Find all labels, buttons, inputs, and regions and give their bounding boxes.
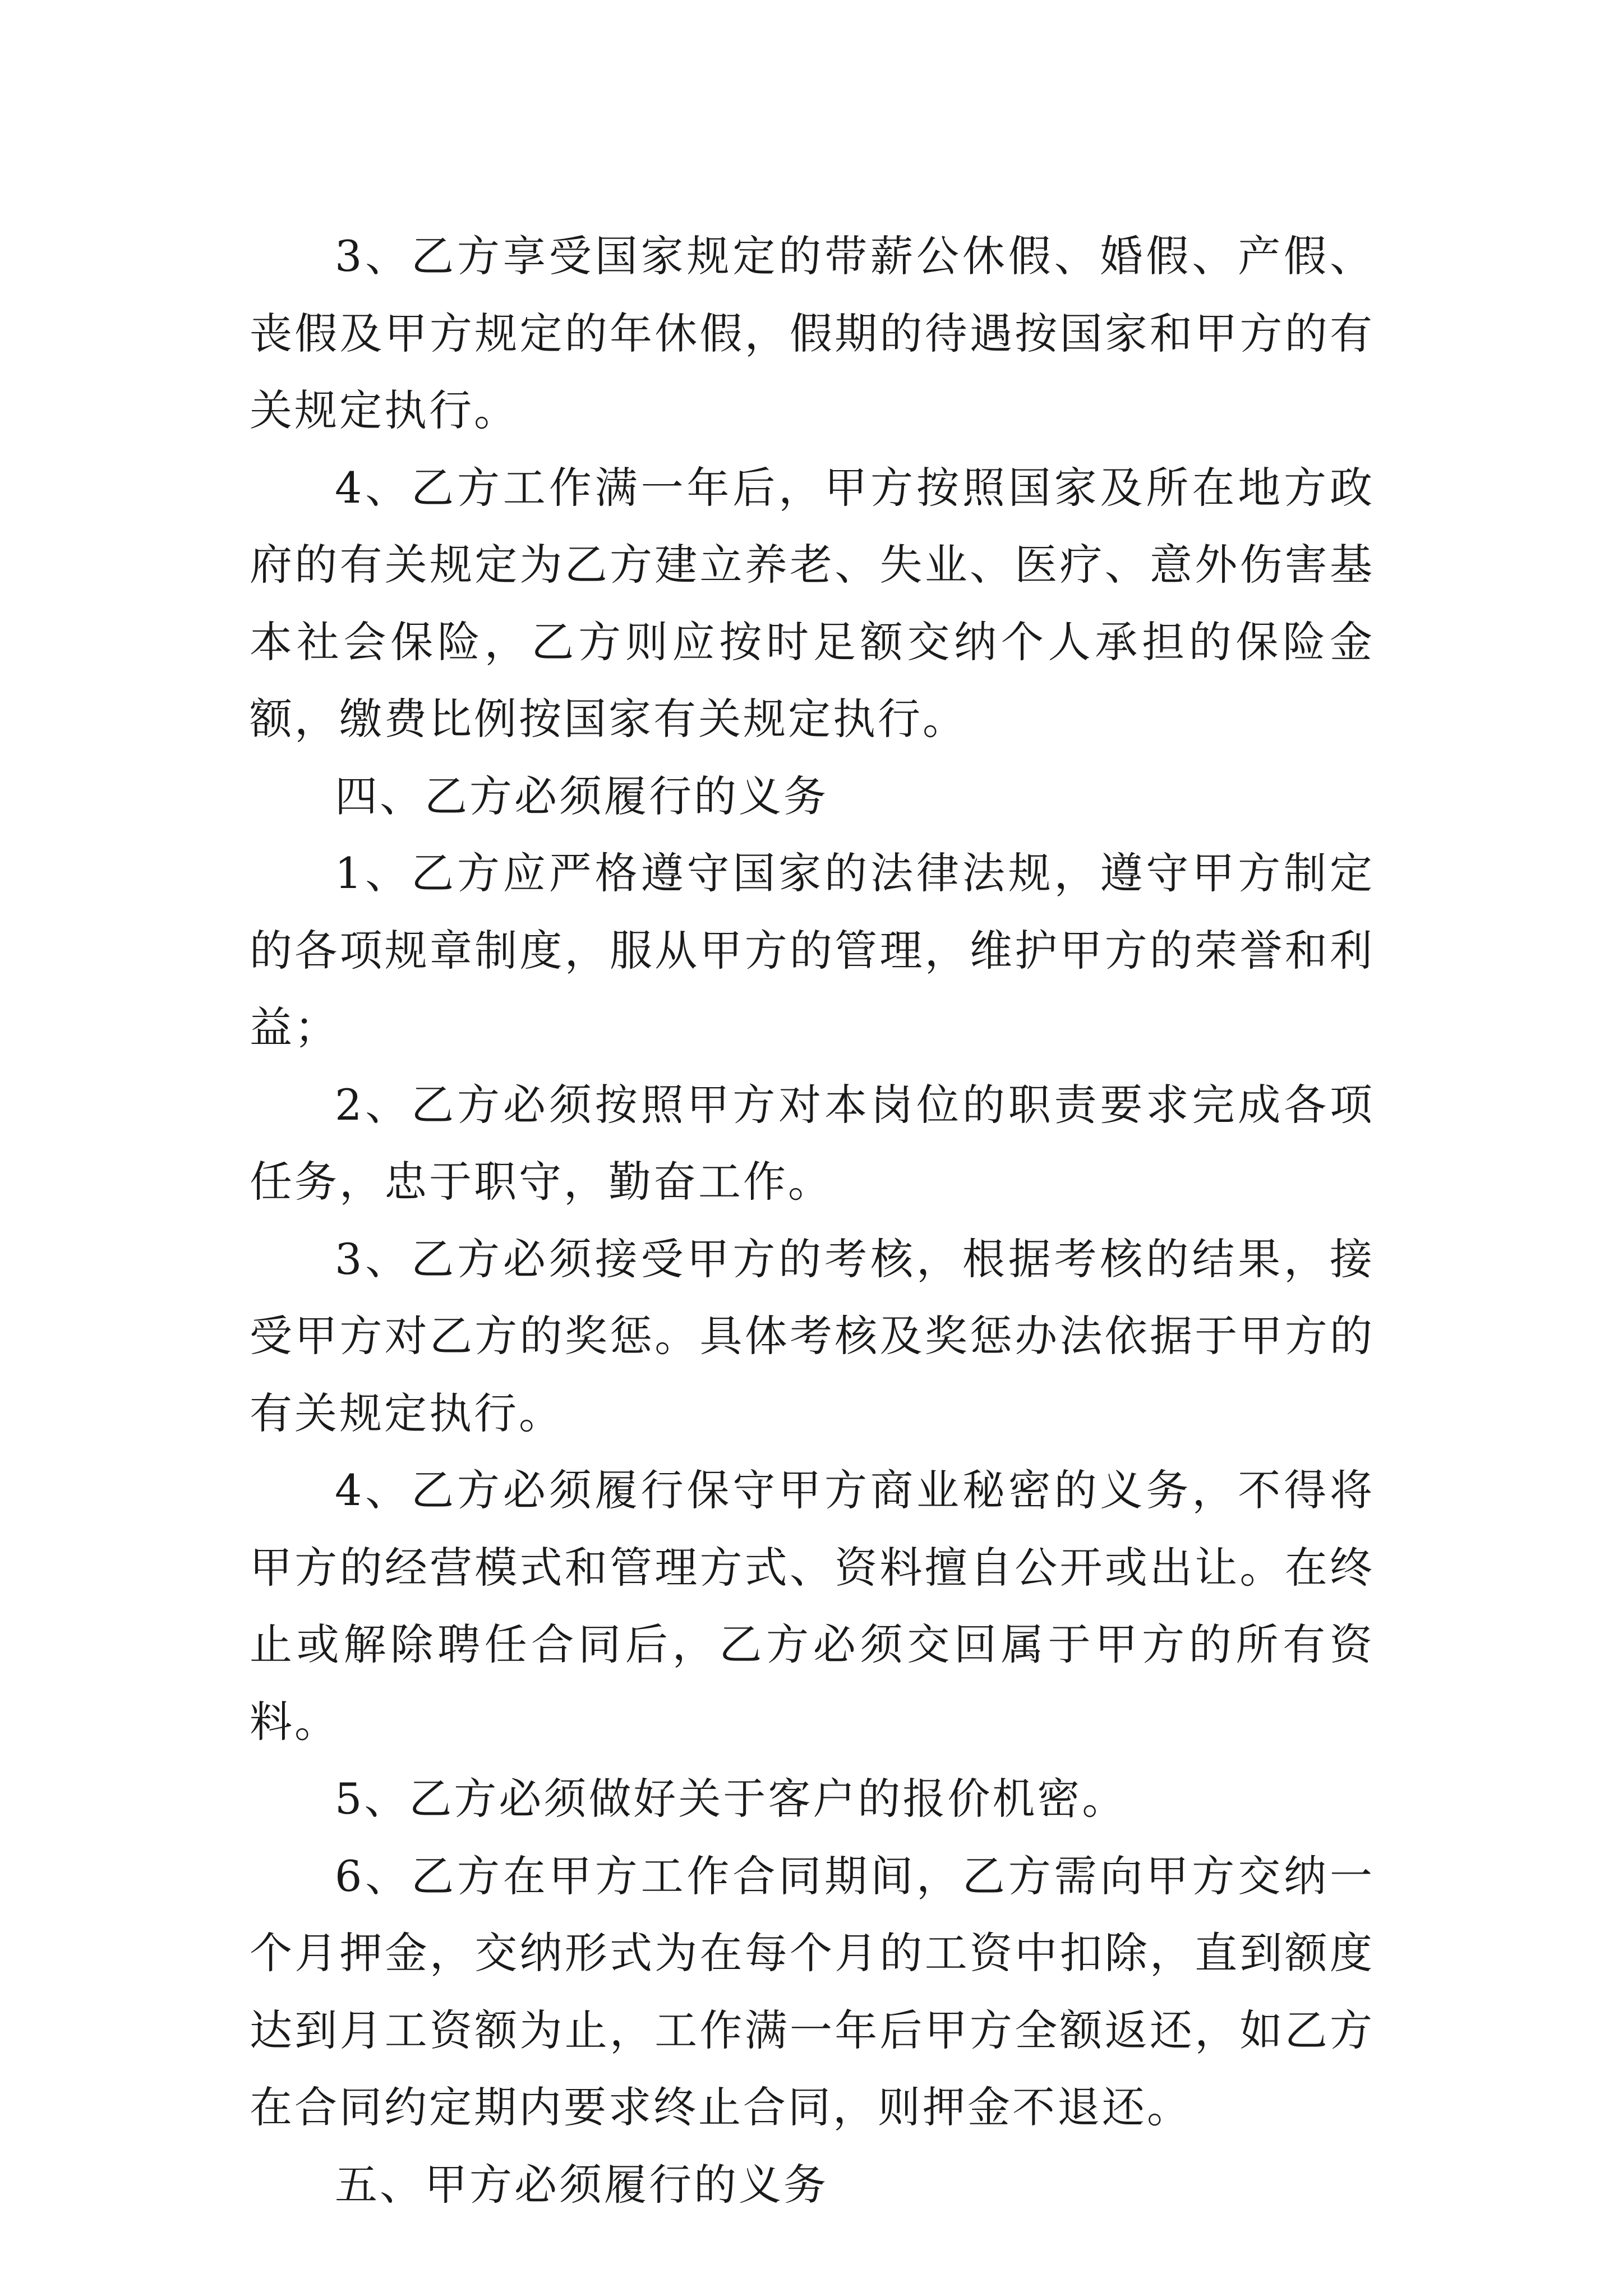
paragraph-assessment: 3、乙方必须接受甲方的考核，根据考核的结果，接受甲方对乙方的奖惩。具体考核及奖惩办法依据于甲方的有关规定执行。: [250, 1234, 1375, 1438]
paragraph-deposit: 6、乙方在甲方工作合同期间，乙方需向甲方交纳一个月押金，交纳形式为在每个月的工资中扣除，直到额度达到月工资额为止，工作满一年后甲方全额返还，如乙方在合同约定期内要求终止合同，则押金不退还。: [250, 1851, 1375, 2132]
document-body: [250, 218, 1375, 2223]
section-heading-employee-obligations: 四、乙方必须履行的义务: [335, 771, 828, 821]
paragraph-leave-rights: 3、乙方享受国家规定的带薪公休假、婚假、产假、丧假及甲方规定的年休假，假期的待遇按国家和甲方的有关规定执行。: [250, 231, 1375, 435]
paragraph-social-insurance: 4、乙方工作满一年后，甲方按照国家及所在地方政府的有关规定为乙方建立养老、失业、医疗、意外伤害基本社会保险，乙方则应按时足额交纳个人承担的保险金额，缴费比例按国家有关规定执行。: [250, 462, 1375, 744]
section-heading-employer-obligations: 五、甲方必须履行的义务: [335, 2159, 828, 2210]
paragraph-confidentiality: 4、乙方必须履行保守甲方商业秘密的义务，不得将甲方的经营模式和管理方式、资料擅自公开或出让。在终止或解除聘任合同后，乙方必须交回属于甲方的所有资料。: [250, 1465, 1375, 1747]
paragraph-obey-rules: 1、乙方应严格遵守国家的法律法规，遵守甲方制定的各项规章制度，服从甲方的管理，维护甲方的荣誉和利益；: [250, 848, 1375, 1052]
paragraph-complete-tasks: 2、乙方必须按照甲方对本岗位的职责要求完成各项任务，忠于职守，勤奋工作。: [250, 1079, 1375, 1207]
paragraph-quote-secrecy: 5、乙方必须做好关于客户的报价机密。: [335, 1774, 1127, 1824]
